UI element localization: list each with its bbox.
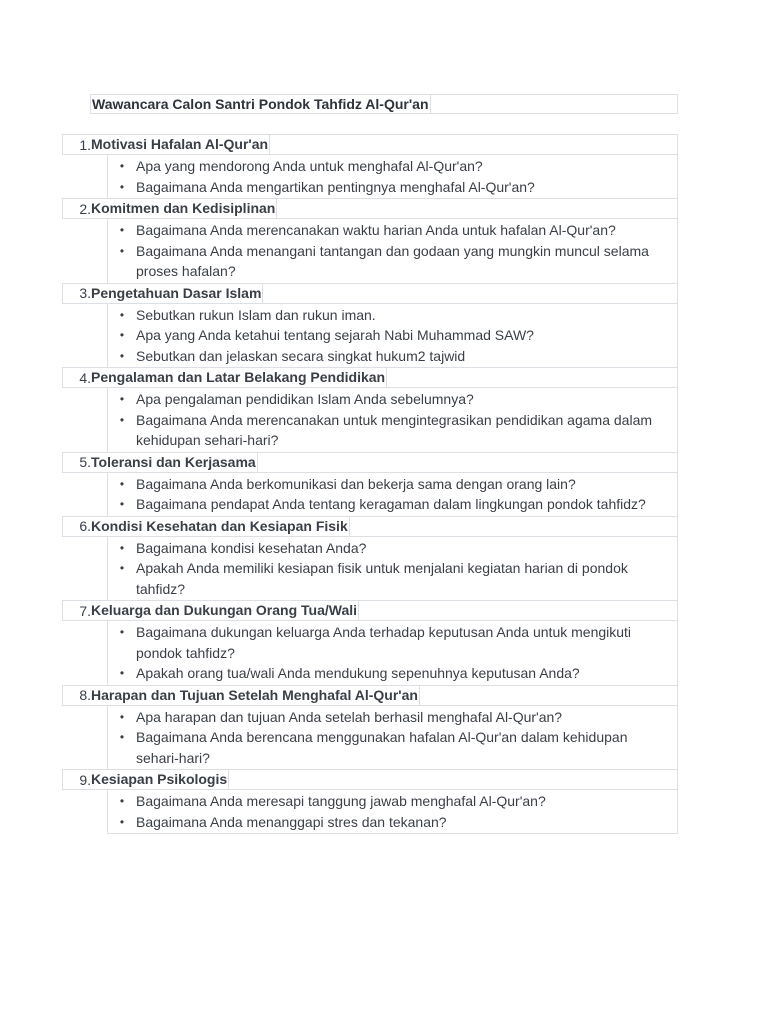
section-heading [62, 769, 678, 790]
section-heading [62, 134, 678, 155]
bullet-icon: • [119, 307, 125, 322]
bullet-icon: • [119, 814, 125, 829]
section-heading [62, 452, 678, 473]
section-title: Kesiapan Psikologis [91, 771, 228, 787]
question-item [108, 707, 677, 728]
bullet-icon: • [119, 476, 125, 491]
section-title: Komitmen dan Kedisiplinan [91, 200, 276, 216]
section-number: 7. [79, 602, 91, 619]
section-title: Toleransi dan Kerjasama [91, 453, 256, 470]
question-item [108, 791, 677, 812]
bullet-icon: • [119, 179, 125, 194]
question-text: Bagaimana Anda menanggapi stres dan tekanan? [136, 813, 447, 830]
question-item [108, 727, 677, 768]
question-text: Bagaimana Anda mengartikan pentingnya menghafal Al-Qur'an? [136, 178, 535, 195]
question-item [108, 325, 677, 346]
question-text: Sebutkan rukun Islam dan rukun iman. [136, 306, 376, 323]
section-number: 9. [79, 771, 91, 788]
document-title-box [90, 94, 678, 114]
bullet-icon: • [119, 625, 125, 639]
bullet-icon: • [119, 392, 125, 406]
question-text: Apakah Anda memiliki kesiapan fisik untuk menjalani kegiatan harian di pondok tahfidz? [136, 560, 628, 597]
section-heading [62, 283, 678, 304]
section-number: 5. [79, 454, 91, 470]
section-title: Keluarga dan Dukungan Orang Tua/Wali [91, 602, 358, 618]
question-text: Apa yang Anda ketahui tentang sejarah Nabi Muhammad SAW? [136, 327, 534, 343]
question-item [108, 558, 677, 599]
bullet-icon: • [119, 794, 125, 808]
bullet-icon: • [119, 348, 125, 363]
bullet-icon: • [119, 561, 125, 575]
section-number: 4. [79, 369, 91, 386]
question-text: Sebutkan dan jelaskan secara singkat hukum2 tajwid [136, 347, 466, 364]
question-item [108, 305, 677, 326]
section-number: 6. [79, 518, 91, 534]
question-item [108, 346, 677, 367]
bullet-icon: • [119, 159, 125, 173]
question-text: Bagaimana kondisi kesehatan Anda? [136, 539, 367, 556]
question-item [108, 622, 677, 663]
bullet-icon: • [119, 243, 125, 258]
section-questions [107, 536, 678, 602]
section-questions [107, 705, 678, 771]
section-questions [107, 387, 678, 453]
section-questions [107, 303, 678, 369]
section-title: Pengalaman dan Latar Belakang Pendidikan [91, 369, 386, 385]
bullet-icon: • [119, 412, 125, 427]
section-heading [62, 516, 678, 537]
question-text: Bagaimana Anda merencanakan untuk mengintegrasikan pendidikan agama dalam kehidupan sehari-hari? [136, 411, 653, 448]
question-text: Apa yang mendorong Anda untuk menghafal Al-Qur'an? [136, 158, 483, 174]
question-text: Apa pengalaman pendidikan Islam Anda sebelumnya? [136, 391, 474, 407]
question-text: Apakah orang tua/wali Anda mendukung sepenuhnya keputusan Anda? [136, 665, 580, 681]
bullet-icon: • [119, 709, 125, 724]
section-title: Motivasi Hafalan Al-Qur'an [91, 136, 269, 152]
question-item [108, 241, 677, 282]
question-item [108, 177, 677, 198]
section-title: Kondisi Kesehatan dan Kesiapan Fisik [91, 517, 348, 534]
section-number: 1. [79, 136, 91, 153]
question-item [108, 812, 677, 833]
section-heading [62, 685, 678, 706]
question-text: Bagaimana Anda meresapi tanggung jawab menghafal Al-Qur'an? [136, 793, 546, 809]
section-heading [62, 198, 678, 219]
bullet-icon: • [119, 730, 125, 744]
question-item [108, 410, 677, 451]
section-questions [107, 472, 678, 517]
bullet-icon: • [119, 223, 125, 237]
question-item [108, 156, 677, 177]
section-heading [62, 367, 678, 388]
bullet-icon: • [119, 497, 125, 511]
question-item [108, 494, 677, 515]
section-title: Pengetahuan Dasar Islam [91, 284, 262, 301]
question-text: Bagaimana Anda merencanakan waktu harian Anda untuk hafalan Al-Qur'an? [136, 222, 616, 238]
question-item [108, 474, 677, 495]
section-questions [107, 789, 678, 834]
question-text: Bagaimana pendapat Anda tentang keragaman dalam lingkungan pondok tahfidz? [136, 496, 646, 512]
bullet-icon: • [119, 666, 125, 680]
question-text: Bagaimana Anda menangani tantangan dan godaan yang mungkin muncul selama proses hafalan? [136, 242, 649, 279]
question-text: Apa harapan dan tujuan Anda setelah berhasil menghafal Al-Qur'an? [136, 708, 563, 725]
section-questions [107, 620, 678, 686]
question-item [108, 389, 677, 410]
bullet-icon: • [119, 540, 125, 555]
section-title: Harapan dan Tujuan Setelah Menghafal Al-Qur'an [91, 686, 418, 703]
question-item [108, 663, 677, 684]
section-number: 3. [79, 285, 91, 301]
question-item [108, 538, 677, 559]
document-title: Wawancara Calon Santri Pondok Tahfidz Al-Qur'an [92, 96, 429, 112]
question-text: Bagaimana dukungan keluarga Anda terhadap keputusan Anda untuk mengikuti pondok tahfidz? [136, 624, 632, 661]
section-number: 8. [79, 687, 91, 703]
question-text: Bagaimana Anda berencana menggunakan hafalan Al-Qur'an dalam kehidupan sehari-hari? [136, 729, 628, 766]
section-number: 2. [79, 200, 91, 217]
question-item [108, 220, 677, 241]
bullet-icon: • [119, 328, 125, 342]
section-questions [107, 154, 678, 199]
question-list [62, 135, 678, 834]
section-heading [62, 600, 678, 621]
section-questions [107, 218, 678, 284]
question-text: Bagaimana Anda berkomunikasi dan bekerja sama dengan orang lain? [136, 475, 576, 492]
